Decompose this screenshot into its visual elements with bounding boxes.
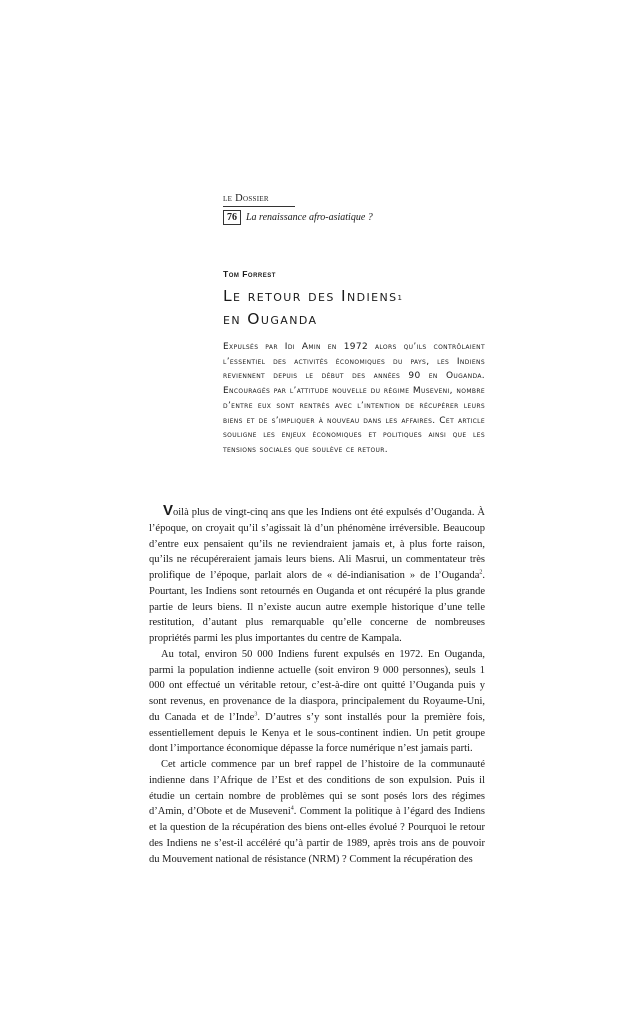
paragraph-text: . Pourtant, les Indiens sont retournés en Ouganda et ont récupéré la plus grande partie de leurs biens. Il n’existe aucun autre exemple historique d’une telle restitution, d’autant plus remarquable qu’elle concerne de nombreuses propriétés parmi les plus importantes du centre de Kampala.: [149, 570, 485, 644]
paragraph-text: . D’autres s’y sont installés pour la première fois, essentiellement depuis le Kenya et le sous-continent indien. Un petit groupe dont l’importance économique dépasse la force numérique n’est jamais parti.: [149, 711, 485, 755]
body-paragraph-3: [149, 757, 485, 867]
footnote-ref: 2: [479, 569, 483, 576]
paragraph-text: . Comment la politique à l’égard des Indiens et la question de la récupération des biens ont-elles évolué ? Pourquoi le retour des Indiens ne s’est-il accéléré qu’à partir de 1989, après trois ans de pouvoir du Mouvement national de résistance (NRM) ? Comment la récupération des: [149, 806, 485, 865]
page-line: [223, 210, 483, 225]
paragraph-text: Cet article commence par un bref rappel de l’histoire de la communauté indienne dans l’Afrique de l’Est et des conditions de son expulsion. Puis il étudie un certain nombre de problèmes qui se sont posés lors des régimes d’Amin, d’Obote et de Museveni: [149, 759, 485, 818]
article-body: [149, 503, 485, 867]
title-line-1: Le retour des Indiens: [223, 287, 398, 305]
paragraph-text: Au total, environ 50 000 Indiens furent expulsés en 1972. En Ouganda, parmi la population indienne actuelle (soit environ 9 000 personnes), seuls 1 000 ont effectué un véritable retour, c’est-à-dire ont quitté l’Ouganda puis y sont revenus, en provenance de la diaspora, principalement du Royaume-Uni, du Canada et de l’Inde: [149, 648, 485, 723]
article-author: Tom Forrest: [223, 269, 276, 279]
article-abstract: Expulsés par Idi Amin en 1972 alors qu’ils contrôlaient l’essentiel des activités économiques du pays, les Indiens reviennent depuis le début des années 90 en Ouganda. Encouragés par l’attitude nouvelle du régime Museveni, nombre d’entre eux sont rentrés avec l’intention de récupérer leurs biens et de s’impliquer à nouveau dans les affaires. Cet article souligne les enjeux économiques et politiques ainsi que les tensions sociales que soulève ce retour.: [223, 342, 485, 455]
page-number: 76: [223, 210, 241, 225]
section-rule: [223, 206, 295, 207]
title-footnote-ref: 1: [397, 294, 402, 302]
drop-cap: V: [163, 502, 174, 519]
running-title: La renaissance afro-asiatique ?: [246, 212, 373, 223]
footnote-ref: 4: [290, 805, 294, 812]
running-header: [223, 193, 483, 225]
article-title: [223, 285, 493, 331]
body-paragraph-1: [149, 503, 485, 647]
body-paragraph-2: [149, 647, 485, 757]
title-line-2: en Ouganda: [223, 310, 318, 328]
paragraph-text: oilà plus de vingt-cinq ans que les Indiens ont été expulsés d’Ouganda. À l’époque, on croyait qu’il s’agissait là d’un phénomène irréversible. Beaucoup d’entre eux pensaient qu’ils ne reviendraient jamais et, à plus forte raison, qu’ils ne récupéreraient jamais leurs biens. Ali Masrui, un commentateur très prolifique de l’époque, parlait alors de « dé-indianisation » de l’Ouganda: [149, 507, 485, 581]
footnote-ref: 3: [254, 711, 258, 718]
section-label: le Dossier: [223, 193, 269, 204]
